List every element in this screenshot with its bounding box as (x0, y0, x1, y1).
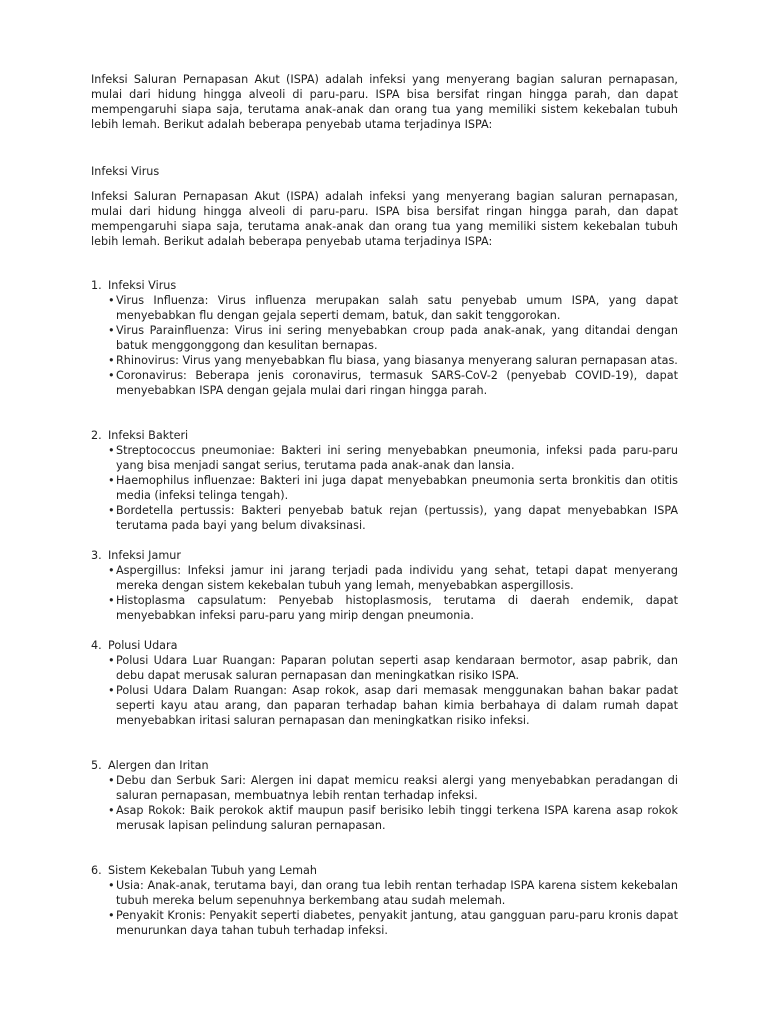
bullet-icon: • (108, 909, 115, 922)
bullet-icon: • (108, 564, 115, 577)
bullet-item: • Histoplasma capsulatum: Penyebab histoplasmosis, terutama di daerah endemik, dapat menyebabkan infeksi paru-paru yang mirip dengan pneumonia. (108, 594, 678, 622)
list-number: 2. (91, 429, 102, 442)
list-item-infeksi-jamur (91, 548, 678, 623)
list-item-title: Sistem Kekebalan Tubuh yang Lemah (108, 864, 318, 877)
bullet-icon: • (108, 684, 115, 697)
list-number: 5. (91, 759, 102, 772)
bullet-icon: • (108, 879, 115, 892)
bullet-icon: • (108, 474, 115, 487)
bullet-icon: • (108, 594, 115, 607)
list-item-infeksi-virus (91, 278, 678, 398)
list-item-title: Infeksi Jamur (108, 549, 181, 562)
list-number: 4. (91, 639, 102, 652)
section-heading: Infeksi Virus (91, 165, 160, 178)
bullet-icon: • (108, 444, 115, 457)
list-number: 1. (91, 279, 102, 292)
list-item-infeksi-bakteri (91, 428, 678, 533)
bullet-item: • Usia: Anak-anak, terutama bayi, dan orang tua lebih rentan terhadap ISPA karena sistem kekebalan tubuh mereka belum sepenuhnya berkembang atau sudah melemah. (108, 879, 678, 907)
list-item-sistem-kekebalan (91, 863, 678, 938)
bullet-list (108, 878, 678, 938)
bullet-item: • Polusi Udara Luar Ruangan: Paparan polutan seperti asap kendaraan bermotor, asap pabrik, dan debu dapat merusak saluran pernapasan dan meningkatkan risiko ISPA. (108, 654, 678, 682)
bullet-item: • Penyakit Kronis: Penyakit seperti diabetes, penyakit jantung, atau gangguan paru-paru kronis dapat menurunkan daya tahan tubuh terhadap infeksi. (108, 909, 678, 937)
bullet-item: • Debu dan Serbuk Sari: Alergen ini dapat memicu reaksi alergi yang menyebabkan peradangan di saluran pernapasan, membuatnya lebih rentan terhadap infeksi. (108, 774, 678, 802)
bullet-list (108, 443, 678, 533)
bullet-list (108, 773, 678, 833)
bullet-item: • Virus Parainfluenza: Virus ini sering menyebabkan croup pada anak-anak, yang ditandai dengan batuk menggonggong dan kesulitan bernapas. (108, 324, 678, 352)
cause-list (91, 278, 678, 938)
bullet-item: • Virus Influenza: Virus influenza merupakan salah satu penyebab umum ISPA, yang dapat menyebabkan flu dengan gejala seperti demam, batuk, dan sakit tenggorokan. (108, 294, 678, 322)
bullet-list (108, 563, 678, 623)
bullet-item: • Bordetella pertussis: Bakteri penyebab batuk rejan (pertussis), yang dapat menyebabkan ISPA terutama pada bayi yang belum divaksinasi. (108, 504, 678, 532)
list-item-title: Polusi Udara (108, 639, 178, 652)
bullet-icon: • (108, 294, 115, 307)
document-page (91, 62, 678, 938)
bullet-item: • Polusi Udara Dalam Ruangan: Asap rokok, asap dari memasak menggunakan bahan bakar padat seperti kayu atau arang, dan paparan terhadap bahan kimia berbahaya di dalam rumah dapat menyebabkan iritasi saluran pernapasan dan meningkatkan risiko infeksi. (108, 684, 678, 727)
intro-paragraph-2: Infeksi Saluran Pernapasan Akut (ISPA) adalah infeksi yang menyerang bagian saluran pernapasan, mulai dari hidung hingga alveoli di paru-paru. ISPA bisa bersifat ringan hingga parah, dan dapat mempengaruhi siapa saja, terutama anak-anak dan orang tua yang memiliki sistem kekebalan tubuh lebih lemah. Berikut adalah beberapa penyebab utama terjadinya ISPA: (91, 190, 678, 248)
bullet-icon: • (108, 774, 115, 787)
bullet-item: • Aspergillus: Infeksi jamur ini jarang terjadi pada individu yang sehat, tetapi dapat menyerang mereka dengan sistem kekebalan tubuh yang lemah, menyebabkan aspergillosis. (108, 564, 678, 592)
intro-paragraph: Infeksi Saluran Pernapasan Akut (ISPA) adalah infeksi yang menyerang bagian saluran pernapasan, mulai dari hidung hingga alveoli di paru-paru. ISPA bisa bersifat ringan hingga parah, dan dapat mempengaruhi siapa saja, terutama anak-anak dan orang tua yang memiliki sistem kekebalan tubuh lebih lemah. Berikut adalah beberapa penyebab utama terjadinya ISPA: (91, 73, 678, 131)
bullet-icon: • (108, 354, 115, 367)
bullet-icon: • (108, 504, 115, 517)
bullet-icon: • (108, 804, 115, 817)
bullet-item: • Asap Rokok: Baik perokok aktif maupun pasif berisiko lebih tinggi terkena ISPA karena asap rokok merusak lapisan pelindung saluran pernapasan. (108, 804, 678, 832)
bullet-icon: • (108, 324, 115, 337)
bullet-item: • Coronavirus: Beberapa jenis coronavirus, termasuk SARS-CoV-2 (penyebab COVID-19), dapat menyebabkan ISPA dengan gejala mulai dari ringan hingga parah. (108, 369, 678, 397)
bullet-list (108, 653, 678, 728)
bullet-item: • Haemophilus influenzae: Bakteri ini juga dapat menyebabkan pneumonia serta bronkitis dan otitis media (infeksi telinga tengah). (108, 474, 678, 502)
list-item-title: Infeksi Virus (108, 279, 177, 292)
bullet-icon: • (108, 654, 115, 667)
list-item-alergen-dan-iritan (91, 758, 678, 833)
bullet-item: • Rhinovirus: Virus yang menyebabkan flu biasa, yang biasanya menyerang saluran pernapasan atas. (108, 354, 678, 367)
bullet-item: • Streptococcus pneumoniae: Bakteri ini sering menyebabkan pneumonia, infeksi pada paru-paru yang bisa menjadi sangat serius, terutama pada anak-anak dan lansia. (108, 444, 678, 472)
list-item-title: Alergen dan Iritan (108, 759, 209, 772)
list-item-title: Infeksi Bakteri (108, 429, 189, 442)
bullet-list (108, 293, 678, 398)
bullet-icon: • (108, 369, 115, 382)
list-item-polusi-udara (91, 638, 678, 728)
list-number: 6. (91, 864, 102, 877)
list-number: 3. (91, 549, 102, 562)
